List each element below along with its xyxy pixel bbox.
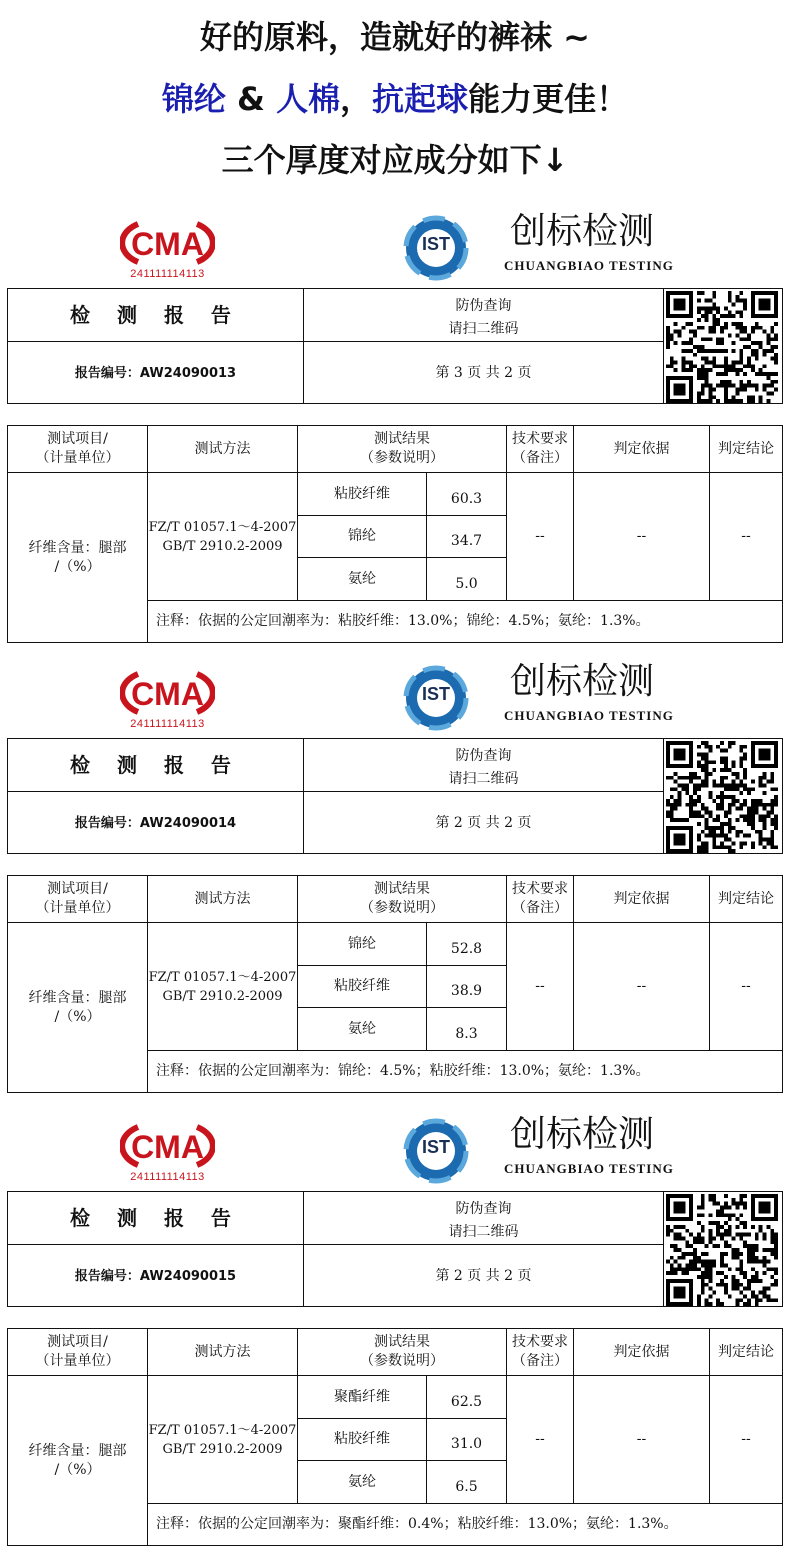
- tech-requirement: --: [535, 978, 545, 994]
- fiber-value: 6.5: [455, 1478, 478, 1495]
- judgement-basis: --: [636, 1431, 647, 1447]
- judgement-conclusion: --: [741, 528, 751, 544]
- col-header-conclusion: 判定结论: [718, 440, 774, 457]
- anti-fake-label: 防伪查询: [455, 1201, 512, 1217]
- report-section-1: [0, 200, 790, 640]
- judgement-conclusion: --: [741, 978, 751, 994]
- col-header-method: 测试方法: [194, 440, 251, 457]
- headline-better: 能力更佳！: [468, 80, 629, 118]
- col-header-method: 测试方法: [194, 890, 251, 907]
- headline-comma: ，: [340, 80, 373, 118]
- report-number: [8, 1245, 303, 1308]
- fiber-value: 34.7: [450, 533, 483, 549]
- col-header-tech: 技术要求 （备注）: [512, 431, 568, 466]
- scan-qr-label: 请扫二维码: [448, 1224, 519, 1240]
- report-number-value: AW24090015: [139, 1269, 237, 1284]
- result-table: [7, 1328, 783, 1546]
- col-header-item: 测试项目/ （计量单位）: [35, 431, 120, 466]
- fiber-value: 31.0: [450, 1436, 483, 1452]
- col-header-tech: 技术要求 （备注）: [512, 1334, 568, 1369]
- headline-composition-intro: 三个厚度对应成分如下↓: [221, 141, 569, 179]
- cma-logo-text: CMA: [131, 1129, 204, 1165]
- qr-code[interactable]: [666, 1194, 778, 1306]
- fiber-name: 氨纶: [348, 1473, 376, 1490]
- col-header-result: 测试结果 （参数说明）: [360, 431, 444, 466]
- fiber-value: 62.5: [450, 1393, 483, 1410]
- tech-requirement: --: [535, 1431, 545, 1447]
- headline-raw-materials: 好的原料，造就好的裤袜 ~: [200, 18, 590, 56]
- page-info: 第 2 页 共 2 页: [435, 1268, 532, 1284]
- cma-logo: [120, 1121, 215, 1191]
- fiber-name: 粘胶纤维: [334, 485, 390, 502]
- col-header-result: 测试结果 （参数说明）: [360, 1334, 444, 1369]
- fiber-name: 氨纶: [348, 570, 376, 587]
- fiber-value: 8.3: [455, 1025, 478, 1042]
- qr-code[interactable]: [666, 741, 778, 853]
- org-name-cn: 创标检测: [510, 1114, 655, 1155]
- col-header-basis: 判定依据: [613, 1343, 670, 1360]
- col-header-conclusion: 判定结论: [718, 1343, 774, 1360]
- report-number-value: AW24090013: [139, 366, 237, 381]
- report-number-label: 报告编号：: [74, 366, 140, 381]
- fiber-name: 锦纶: [348, 528, 376, 544]
- report-info-box: [7, 288, 783, 404]
- cma-logo-mark: [120, 668, 215, 718]
- org-name-cn: 创标检测: [510, 211, 655, 252]
- cma-logo-text: CMA: [131, 226, 204, 262]
- scan-qr-label: 请扫二维码: [448, 771, 519, 787]
- scan-qr-label: 请扫二维码: [448, 321, 519, 337]
- report-number: [8, 792, 303, 855]
- tech-requirement: --: [535, 528, 545, 544]
- report-title: 检 测 报 告: [70, 1206, 241, 1230]
- cma-logo: [120, 668, 215, 738]
- result-table: [7, 425, 783, 643]
- judgement-basis: --: [636, 978, 647, 994]
- judgement-conclusion: --: [741, 1431, 751, 1447]
- report-info-box: [7, 738, 783, 854]
- cma-logo-text: CMA: [131, 676, 204, 712]
- test-method: FZ/T 01057.1～4-2007 GB/T 2910.2-2009: [148, 1422, 297, 1457]
- page-info: 第 3 页 共 2 页: [435, 365, 532, 381]
- anti-fake-label: 防伪查询: [455, 748, 512, 764]
- fiber-name: 粘胶纤维: [334, 1431, 390, 1447]
- result-table: [7, 875, 783, 1093]
- org-name-en: CHUANGBIAO TESTING: [504, 708, 674, 723]
- fiber-name: 粘胶纤维: [334, 978, 390, 994]
- moisture-note: 注释：依据的公定回潮率为：锦纶：4.5%；粘胶纤维：13.0%；氨纶：1.3%。: [156, 1063, 650, 1079]
- moisture-note: 注释：依据的公定回潮率为：聚酯纤维：0.4%；粘胶纤维：13.0%；氨纶：1.3%。: [156, 1516, 678, 1532]
- page-info: 第 2 页 共 2 页: [435, 815, 532, 831]
- cma-logo: [120, 218, 215, 288]
- ist-logo: [398, 210, 474, 286]
- ist-logo: [398, 1113, 474, 1189]
- ist-logo-text: IST: [421, 684, 450, 704]
- ist-logo: [398, 660, 474, 736]
- judgement-basis: --: [636, 528, 647, 544]
- report-title: 检 测 报 告: [70, 753, 241, 777]
- cma-number: 241111114113: [130, 268, 205, 280]
- col-header-basis: 判定依据: [613, 440, 670, 457]
- anti-fake-label: 防伪查询: [455, 298, 512, 314]
- col-header-conclusion: 判定结论: [718, 890, 774, 907]
- cma-logo-mark: [120, 1121, 215, 1171]
- qr-code[interactable]: [666, 291, 778, 403]
- headline-ampersand: &: [225, 80, 277, 118]
- fiber-value: 5.0: [455, 575, 478, 592]
- headline-anti-pilling: 抗起球: [372, 80, 469, 118]
- fiber-name: 锦纶: [348, 935, 376, 952]
- report-number: [8, 342, 303, 405]
- fiber-name: 氨纶: [348, 1020, 376, 1037]
- headline-rayon: 人棉: [276, 80, 341, 118]
- col-header-method: 测试方法: [194, 1343, 251, 1360]
- test-item: 纤维含量：腿部 /（%）: [28, 989, 127, 1025]
- fiber-value: 52.8: [450, 940, 483, 957]
- col-header-tech: 技术要求 （备注）: [512, 881, 568, 916]
- test-method: FZ/T 01057.1～4-2007 GB/T 2910.2-2009: [148, 519, 297, 554]
- report-number-value: AW24090014: [139, 816, 237, 831]
- col-header-result: 测试结果 （参数说明）: [360, 881, 444, 916]
- fiber-name: 聚酯纤维: [334, 1388, 390, 1405]
- moisture-note: 注释：依据的公定回潮率为：粘胶纤维：13.0%；锦纶：4.5%；氨纶：1.3%。: [156, 613, 650, 629]
- cma-number: 241111114113: [130, 1171, 205, 1183]
- cma-number: 241111114113: [130, 718, 205, 730]
- report-section-3: [0, 1103, 790, 1543]
- headline-nylon: 锦纶: [161, 80, 226, 118]
- ist-logo-text: IST: [421, 234, 450, 254]
- report-section-2: [0, 650, 790, 1090]
- col-header-item: 测试项目/ （计量单位）: [35, 1334, 120, 1369]
- test-item: 纤维含量：腿部 /（%）: [28, 539, 127, 575]
- fiber-value: 60.3: [450, 490, 483, 507]
- org-name-en: CHUANGBIAO TESTING: [504, 258, 674, 273]
- test-item: 纤维含量：腿部 /（%）: [28, 1442, 127, 1478]
- fiber-value: 38.9: [450, 983, 483, 999]
- cma-logo-mark: [120, 218, 215, 268]
- report-title: 检 测 报 告: [70, 303, 241, 327]
- ist-logo-text: IST: [421, 1137, 450, 1157]
- report-number-label: 报告编号：: [74, 816, 140, 831]
- org-name-cn: 创标检测: [510, 661, 655, 702]
- headline-fabric-benefits: [0, 79, 790, 119]
- test-method: FZ/T 01057.1～4-2007 GB/T 2910.2-2009: [148, 969, 297, 1004]
- col-header-basis: 判定依据: [613, 890, 670, 907]
- report-number-label: 报告编号：: [74, 1269, 140, 1284]
- org-name-en: CHUANGBIAO TESTING: [504, 1161, 674, 1176]
- report-info-box: [7, 1191, 783, 1307]
- col-header-item: 测试项目/ （计量单位）: [35, 881, 120, 916]
